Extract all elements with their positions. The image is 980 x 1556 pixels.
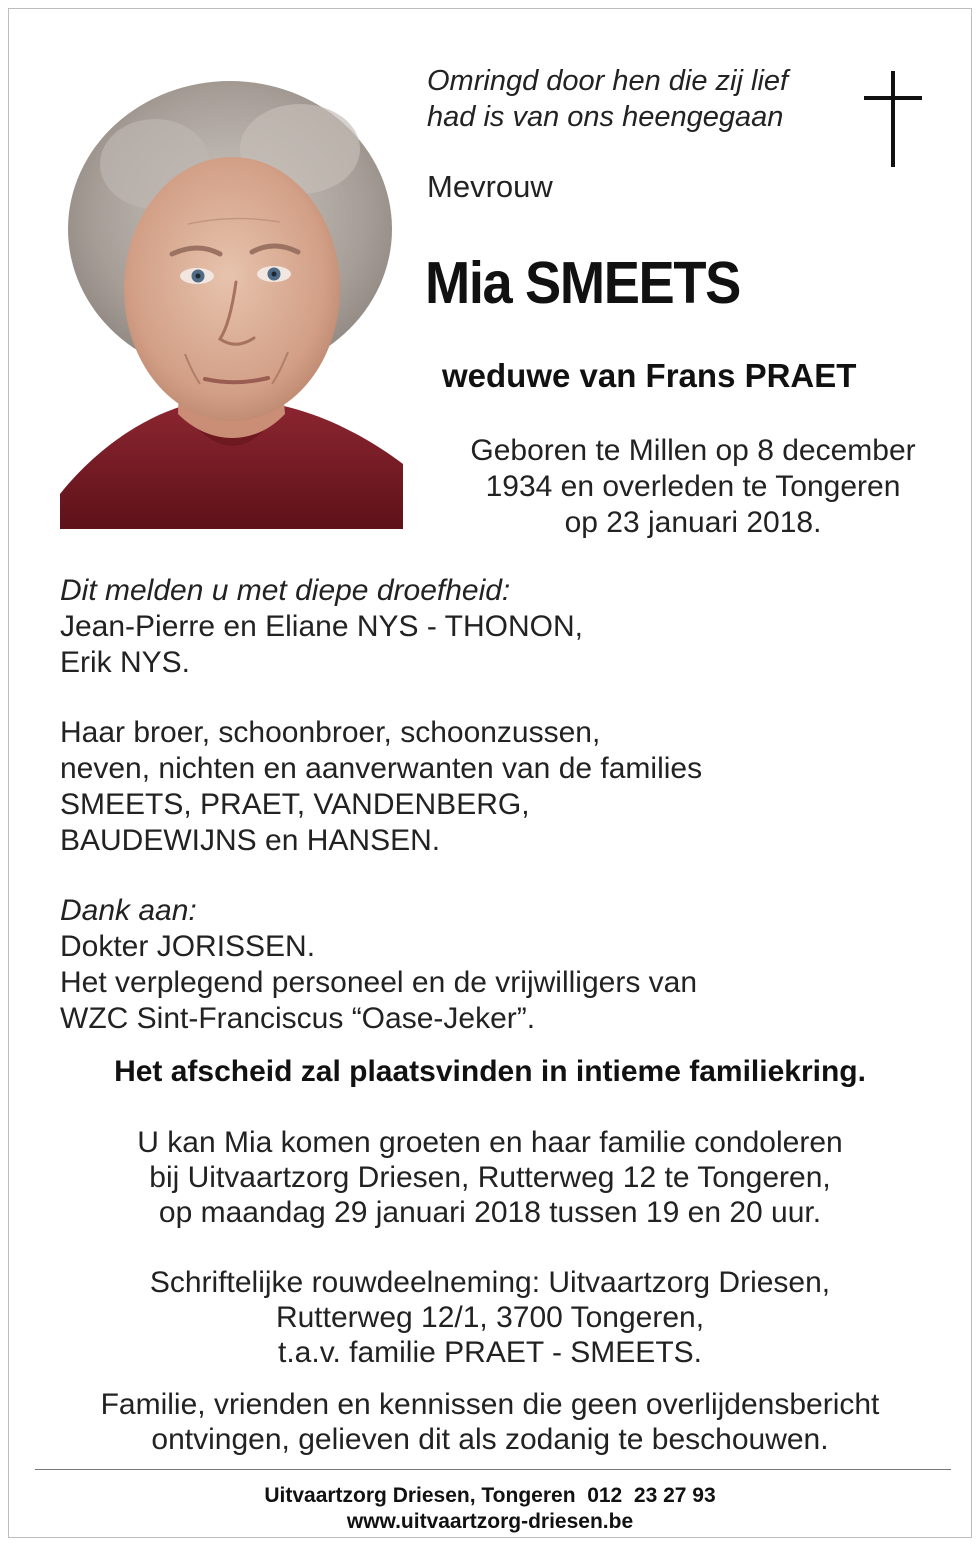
- announcers-heading: Dit melden u met diepe droefheid:: [60, 574, 511, 607]
- funeral-home-website[interactable]: www.uitvaartzorg-driesen.be: [346, 1510, 634, 1533]
- funeral-home-contact: Uitvaartzorg Driesen, Tongeren 012 23 27 93: [264, 1484, 716, 1507]
- thanks-section: [60, 893, 697, 1037]
- honorific: Mevrouw: [427, 169, 553, 204]
- birth-death-info: [413, 433, 973, 541]
- notice-line: ontvingen, gelieven dit als zodanig te beschouwen.: [151, 1423, 829, 1456]
- condolence-info: [9, 1265, 971, 1370]
- announcer-line: Erik NYS.: [60, 646, 191, 679]
- relatives-line: Haar broer, schoonbroer, schoonzussen,: [60, 716, 601, 749]
- notice-line: Familie, vrienden en kennissen die geen overlijdensbericht: [100, 1388, 880, 1421]
- visitation-info: [9, 1125, 971, 1230]
- condolence-line: Rutterweg 12/1, 3700 Tongeren,: [275, 1301, 705, 1334]
- deceased-name: Mia SMEETS: [425, 250, 740, 316]
- obituary-card: [8, 8, 972, 1538]
- intro-line: had is van ons heengegaan: [427, 101, 784, 133]
- intro-line: Omringd door hen die zij lief: [427, 65, 789, 97]
- relatives-line: BAUDEWIJNS en HANSEN.: [60, 824, 441, 857]
- footer: [9, 1483, 971, 1535]
- visitation-line: bij Uitvaartzorg Driesen, Rutterweg 12 te Tongeren,: [149, 1161, 831, 1194]
- thanks-heading: Dank aan:: [60, 894, 197, 927]
- thanks-line: Het verplegend personeel en de vrijwilligers van: [60, 966, 698, 999]
- visitation-line: U kan Mia komen groeten en haar familie condoleren: [137, 1126, 843, 1159]
- birth-death-line: op 23 januari 2018.: [564, 506, 822, 539]
- cross-icon: [864, 71, 922, 167]
- relatives-line: neven, nichten en aanverwanten van de families: [60, 752, 703, 785]
- portrait-photo: [60, 54, 403, 529]
- birth-death-line: Geboren te Millen op 8 december: [470, 434, 916, 467]
- visitation-line: op maandag 29 januari 2018 tussen 19 en 20 uur.: [158, 1196, 822, 1229]
- widow-of: weduwe van Frans PRAET: [442, 357, 857, 394]
- footer-divider: [35, 1469, 951, 1470]
- relatives-section: [60, 715, 702, 859]
- notice-info: [9, 1387, 971, 1457]
- thanks-line: WZC Sint-Franciscus “Oase-Jeker”.: [60, 1002, 536, 1035]
- farewell-notice: Het afscheid zal plaatsvinden in intieme familiekring.: [114, 1055, 866, 1088]
- intro-text: [427, 63, 788, 135]
- thanks-line: Dokter JORISSEN.: [60, 930, 316, 963]
- condolence-line: t.a.v. familie PRAET - SMEETS.: [278, 1336, 702, 1369]
- announcer-line: Jean-Pierre en Eliane NYS - THONON,: [60, 610, 583, 643]
- announcers-section: [60, 573, 583, 681]
- relatives-line: SMEETS, PRAET, VANDENBERG,: [60, 788, 530, 821]
- birth-death-line: 1934 en overleden te Tongeren: [485, 470, 901, 503]
- condolence-line: Schriftelijke rouwdeelneming: Uitvaartzorg Driesen,: [149, 1266, 831, 1299]
